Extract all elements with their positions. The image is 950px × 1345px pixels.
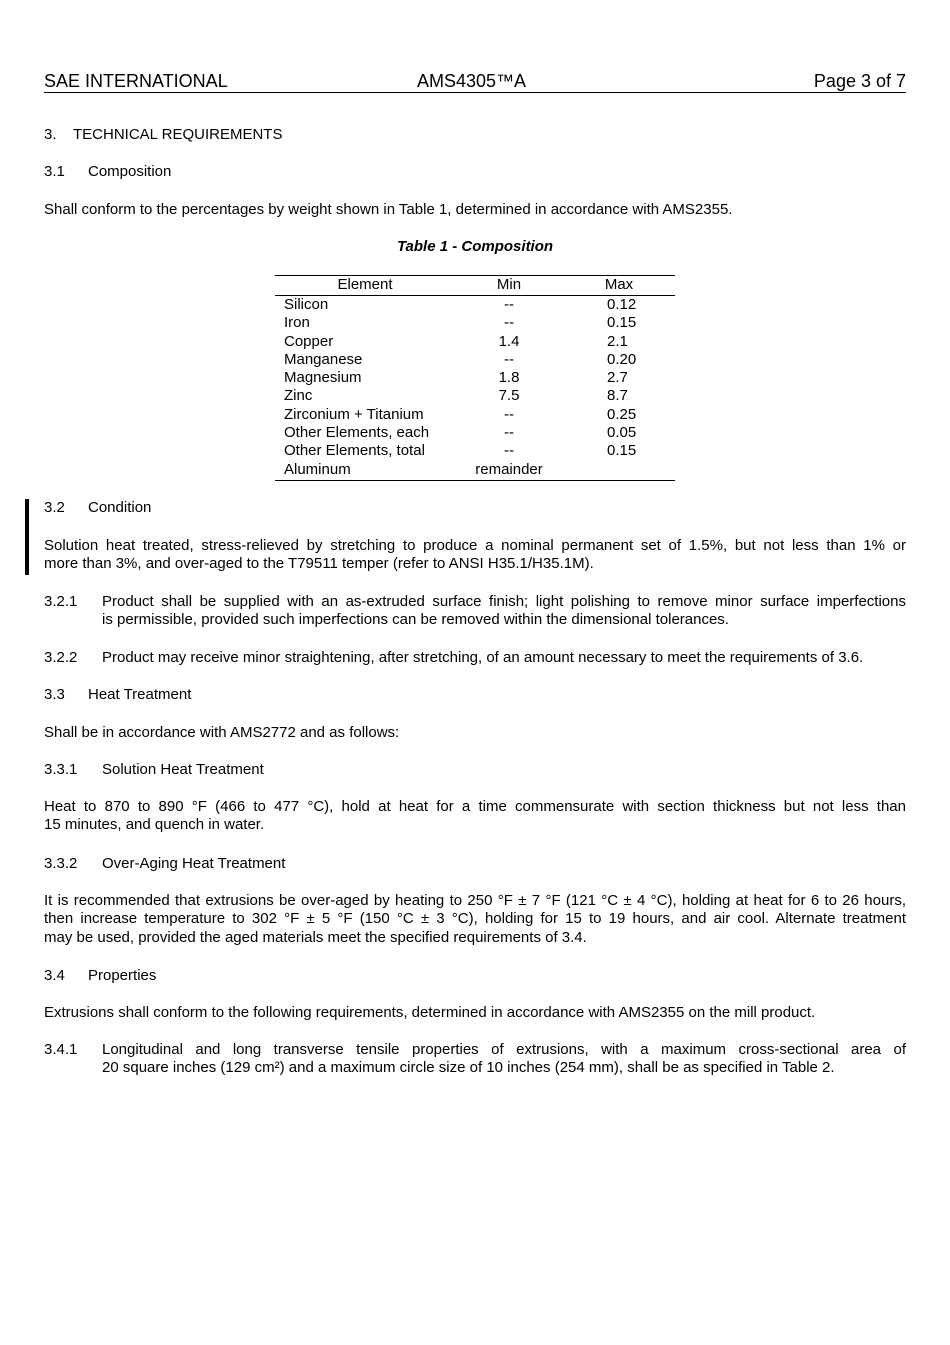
cell-min: 1.4 <box>498 332 520 350</box>
cell-max: 0.12 <box>607 296 637 313</box>
section-3-2-2-text: Product may receive minor straightening, after stretching, of an amount necessary to meet the requirements of 3.6. <box>102 649 864 666</box>
composition-table <box>275 275 675 481</box>
table-row <box>275 296 675 314</box>
section-3-4-1-text <box>102 1041 906 1078</box>
table-row <box>275 406 675 424</box>
text-line: more than 3%, and over-aged to the T79511 temper (refer to ANSI H35.1/H35.1M). <box>44 555 594 573</box>
table-row <box>275 424 675 442</box>
section-3-3-text: Shall be in accordance with AMS2772 and as follows: <box>44 724 400 741</box>
text-line: Longitudinal and long transverse tensile properties of extrusions, with a maximum cross-sectional area of <box>102 1041 906 1058</box>
cell-element: Other Elements, each <box>284 424 430 442</box>
cell-min: -- <box>504 350 514 368</box>
section-3-2-2-number: 3.2.2 <box>44 649 78 666</box>
table-body <box>275 296 675 479</box>
section-3-2-number: 3.2 <box>44 499 65 516</box>
table-row <box>275 442 675 460</box>
cell-max: 2.1 <box>607 332 628 350</box>
cell-max: 2.7 <box>607 369 628 387</box>
text-line: Product shall be supplied with an as-extruded surface finish; light polishing to remove minor surface imperfections <box>102 593 906 610</box>
cell-min: -- <box>504 314 514 332</box>
cell-min: 7.5 <box>498 387 520 405</box>
cell-element: Aluminum <box>284 460 351 478</box>
section-3-3-number: 3.3 <box>44 686 65 703</box>
cell-element: Other Elements, total <box>284 442 425 460</box>
section-3-1-text: Shall conform to the percentages by weight shown in Table 1, determined in accordance with AMS2355. <box>44 201 733 218</box>
cell-max: 0.15 <box>607 442 637 460</box>
cell-max: 0.20 <box>607 350 637 368</box>
cell-min: -- <box>504 442 514 460</box>
table-row <box>275 461 675 479</box>
section-3-3-1-text <box>44 798 906 835</box>
header-min: Min <box>496 276 522 293</box>
text-line: Solution heat treated, stress-relieved by stretching to produce a nominal permanent set of 1.5%, but not less than 1% or <box>44 537 906 554</box>
cell-element: Iron <box>284 314 310 332</box>
table-row <box>275 351 675 369</box>
cell-min: -- <box>504 296 514 313</box>
section-3-3-2-text <box>44 892 906 947</box>
header-element: Element <box>337 276 393 293</box>
section-3-3-2-title: Over-Aging Heat Treatment <box>102 855 286 872</box>
section-3-4-number: 3.4 <box>44 967 65 984</box>
section-3-3-2-number: 3.3.2 <box>44 855 78 872</box>
cell-min: -- <box>504 424 514 442</box>
cell-element: Zirconium + Titanium <box>284 405 424 423</box>
text-line: may be used, provided the aged materials meet the specified requirements of 3.4. <box>44 928 587 946</box>
section-3-4-text: Extrusions shall conform to the following requirements, determined in accordance with AMS2355 on the mill product. <box>44 1004 816 1021</box>
section-3-2-1-text <box>102 593 906 630</box>
cell-max: 8.7 <box>607 387 628 405</box>
section-3-2-text <box>44 537 906 574</box>
cell-max: 0.05 <box>607 424 637 442</box>
table-row <box>275 369 675 387</box>
section-3-2-title: Condition <box>88 499 152 516</box>
cell-element: Copper <box>284 332 334 350</box>
section-3-1-number: 3.1 <box>44 163 65 180</box>
cell-element: Zinc <box>284 387 313 405</box>
section-3-4-1-number: 3.4.1 <box>44 1041 78 1058</box>
header-page-number: Page 3 of 7 <box>813 71 906 91</box>
cell-min: remainder <box>475 460 543 478</box>
page-header <box>44 70 906 93</box>
cell-element: Silicon <box>284 296 329 313</box>
text-line: 15 minutes, and quench in water. <box>44 816 265 834</box>
section-3-2-1-number: 3.2.1 <box>44 593 78 610</box>
section-3-4-title: Properties <box>88 967 157 984</box>
table-row <box>275 333 675 351</box>
cell-element: Magnesium <box>284 369 362 387</box>
section-3-3-title: Heat Treatment <box>88 686 192 703</box>
cell-element: Manganese <box>284 350 363 368</box>
text-line: then increase temperature to 302 °F ± 5 °F (150 °C ± 3 °C), holding for 15 to 19 hours, and air cool. Alternate treatment <box>44 910 906 928</box>
header-max: Max <box>604 276 634 293</box>
cell-min: -- <box>504 405 514 423</box>
section-3-number: 3. <box>44 126 57 143</box>
text-line: It is recommended that extrusions be over-aged by heating to 250 °F ± 7 °F (121 °C ± 4 °C), holding at heat for 6 to 26 hours, <box>44 892 906 909</box>
table-row <box>275 387 675 405</box>
table-1-caption: Table 1 - Composition <box>396 238 554 255</box>
cell-max: 0.15 <box>607 314 637 332</box>
table-header-row <box>275 276 675 296</box>
section-3-3-1-title: Solution Heat Treatment <box>102 761 264 778</box>
section-3-3-1-number: 3.3.1 <box>44 761 78 778</box>
section-3-1-title: Composition <box>88 163 172 180</box>
cell-min: 1.8 <box>498 369 520 387</box>
section-3-title: TECHNICAL REQUIREMENTS <box>73 126 283 143</box>
revision-change-bar <box>25 499 29 575</box>
cell-max: 0.25 <box>607 405 637 423</box>
text-line: 20 square inches (129 cm²) and a maximum circle size of 10 inches (254 mm), shall be as specified in Table 2. <box>102 1059 835 1077</box>
header-doc-number: AMS4305™A <box>417 71 527 91</box>
text-line: is permissible, provided such imperfections can be removed within the dimensional tolerances. <box>102 611 729 629</box>
header-org: SAE INTERNATIONAL <box>44 71 228 91</box>
text-line: Heat to 870 to 890 °F (466 to 477 °C), hold at heat for a time commensurate with section thickness but not less than <box>44 798 906 815</box>
table-row <box>275 314 675 332</box>
